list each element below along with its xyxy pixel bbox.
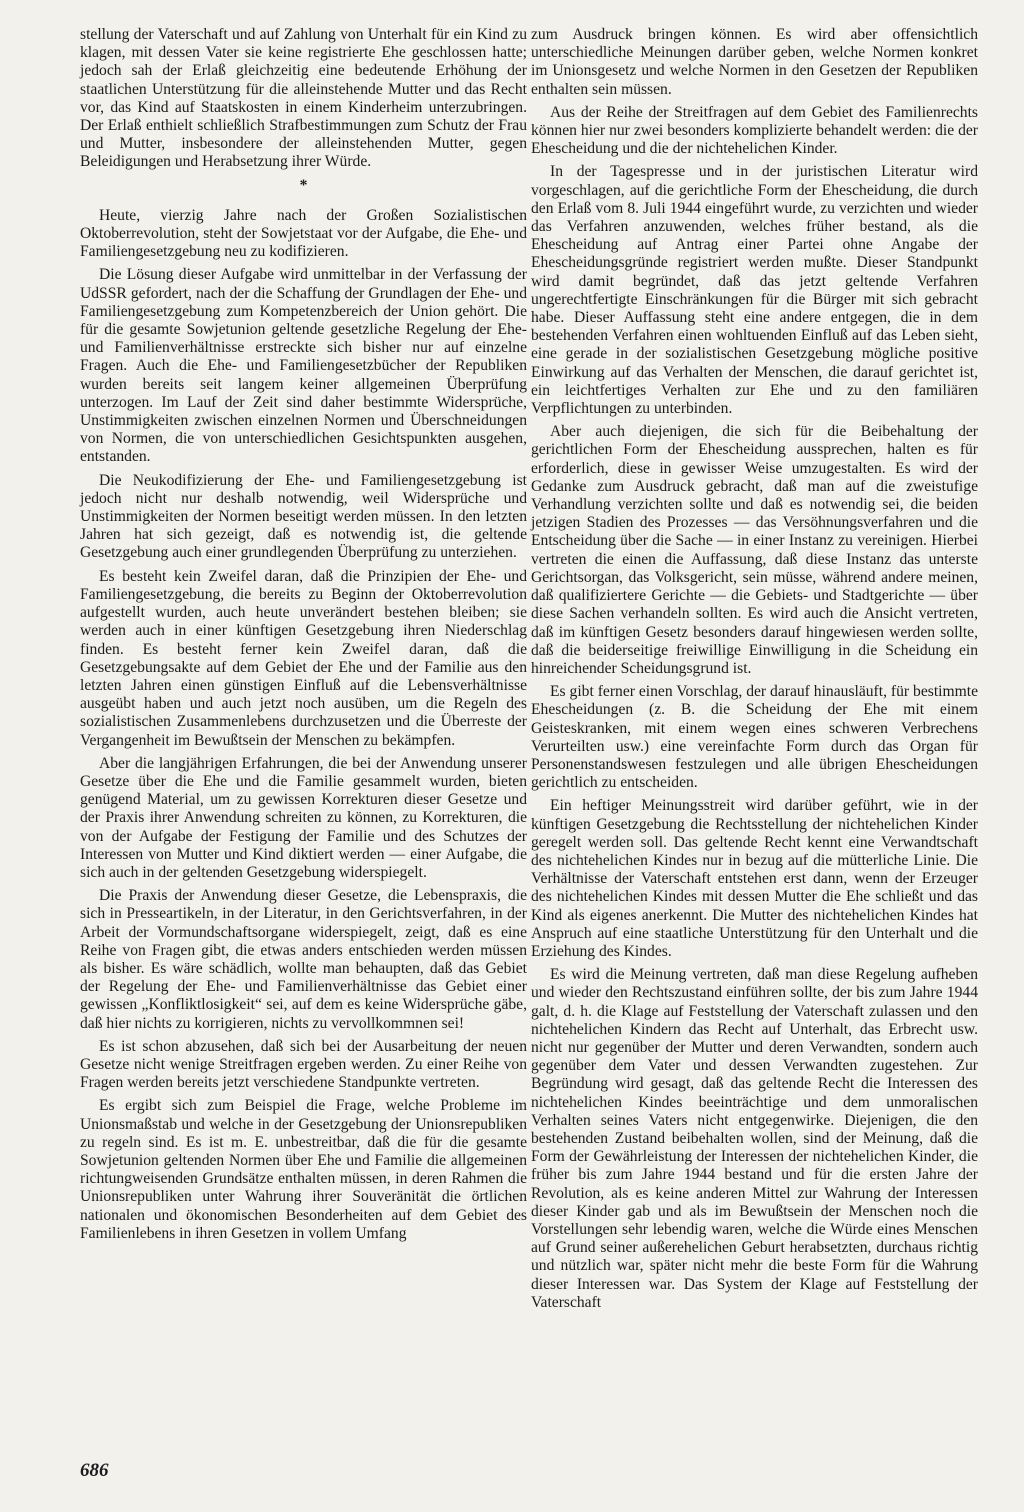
paragraph: Es besteht kein Zweifel daran, daß die Prinzipien der Ehe- und Familiengesetzgebung, die bereits zu Beginn der Oktoberrevolution aufgestellt wurden, auch heute unverändert bestehen bleiben; sie werden auch in einer künftigen Gesetzgebung ihren Niederschlag finden. Es besteht ferner kein Zweifel daran, daß die Gesetzgebungsakte auf dem Gebiet der Ehe und der Familie aus den letzten Jahren einen günstigen Einfluß auf die Lebensverhältnisse ausgeübt haben und auch jetzt noch ausüben, um die Regeln des sozialistischen Zusammenlebens durchzusetzen und die Überreste der Vergangenheit im Bewußtsein der Menschen zu bekämpfen. xyxy=(80,567,527,749)
paragraph: Aber die langjährigen Erfahrungen, die bei der Anwendung unserer Gesetze über die Ehe und die Familie gesammelt wurden, bieten genügend Material, um zu gewissen Korrekturen dieser Gesetze und der Praxis ihrer Anwendung schreiten zu können, zu Korrekturen, die von der Aufgabe der Festigung der Familie und des Schutzes der Interessen von Mutter und Kind diktiert werden — einer Aufgabe, die sich auch in der geltenden Gesetzgebung widerspiegelt. xyxy=(80,754,527,881)
left-column xyxy=(80,26,527,1248)
paragraph: Es wird die Meinung vertreten, daß man diese Regelung aufheben und wieder den Rechtszustand einführen sollte, der bis zum Jahre 1944 galt, d. h. die Klage auf Feststellung der Vaterschaft zulassen und den nichtehelichen Kindern das Recht auf Unterhalt, das Erbrecht usw. nicht nur gegenüber der Mutter und deren Verwandten, sondern auch gegenüber dem Vater und dessen Verwandten zugestehen. Zur Begründung wird gesagt, daß das geltende Recht die Interessen des nichtehelichen Kindes beeinträchtige und dem unmoralischen Verhalten seines Vaters nicht entgegenwirke. Diejenigen, die den bestehenden Zustand beibehalten wollen, sind der Meinung, daß die Form der Gewährleistung der Interessen der nichtehelichen Kinder, die früher bis zum Jahre 1944 bestand und für die ersten Jahre der Revolution, als es keine anderen Mittel zur Wahrung der Interessen dieser Kinder gab und als im Bewußtsein der Menschen noch die Vorstellungen sehr lebendig waren, welche die Würde eines Menschen auf Grund seiner außerehelichen Geburt herabsetzten, durchaus richtig und nützlich war, später nicht mehr die beste Form für die Wahrung dieser Interessen war. Das System der Klage auf Feststellung der Vaterschaft xyxy=(531,966,978,1311)
paragraph: Die Praxis der Anwendung dieser Gesetze, die Lebenspraxis, die sich in Presseartikeln, in der Literatur, in den Gerichtsverfahren, in der Arbeit der Vormundschaftsorgane widerspiegelt, zeigt, daß es eine Reihe von Fragen gibt, die etwas anders entschieden werden müssen als bisher. Es wäre schädlich, wollte man behaupten, daß das Gebiet der Regelung der Ehe- und Familienverhältnisse das Gebiet einer gewissen „Konfliktlosigkeit“ sei, auf dem es keine Widersprüche gäbe, daß hier nichts zu korrigieren, nichts zu vervollkommnen sei! xyxy=(80,887,527,1032)
paragraph: Es gibt ferner einen Vorschlag, der darauf hinausläuft, für bestimmte Ehescheidungen (z. B. die Scheidung der Ehe mit einem Geisteskranken, mit einem wegen eines schweren Verbrechens Verurteilten usw.) eine vereinfachte Form durch das Organ für Personenstandswesen festzulegen und alle übrigen Ehescheidungen gerichtlich zu entscheiden. xyxy=(531,683,978,792)
paragraph: Die Neukodifizierung der Ehe- und Familiengesetzgebung ist jedoch nicht nur deshalb notwendig, weil Widersprüche und Unstimmigkeiten der Normen beseitigt werden müssen. In den letzten Jahren hat sich gezeigt, daß es notwendig ist, die geltende Gesetzgebung auch einer grundlegenden Überprüfung zu unterziehen. xyxy=(80,471,527,562)
page-number: 686 xyxy=(80,1460,109,1481)
right-column xyxy=(531,26,978,1317)
paragraph: Ein heftiger Meinungsstreit wird darüber geführt, wie in der künftigen Gesetzgebung die Rechtsstellung der nichtehelichen Kinder geregelt werden soll. Das geltende Recht kennt eine Verwandtschaft des nichtehelichen Kindes nur in bezug auf die mütterliche Linie. Die Verhältnisse der Vaterschaft entstehen erst dann, wenn der Erzeuger des nichtehelichen Kindes mit dessen Mutter die Ehe schließt und das Kind als eigenes anerkennt. Die Mutter des nichtehelichen Kindes hat Anspruch auf eine staatliche Unterstützung für den Unterhalt und die Erziehung des Kindes. xyxy=(531,797,978,960)
paragraph: Aus der Reihe der Streitfragen auf dem Gebiet des Familienrechts können hier nur zwei besonders komplizierte behandelt werden: die der Ehescheidung und die der nichtehelichen Kinder. xyxy=(531,103,978,158)
paragraph: Es ergibt sich zum Beispiel die Frage, welche Probleme im Unionsmaßstab und welche in der Gesetzgebung der Unionsrepubliken zu regeln sind. Es ist m. E. unbestreitbar, daß die für die gesamte Sowjetunion geltenden Normen über Ehe und Familie die allgemeinen richtungweisenden Grundsätze enthalten müssen, in deren Rahmen die Unionsrepubliken unter Wahrung ihrer Souveränität die örtlichen nationalen und ökonomischen Besonderheiten auf dem Gebiet des Familienlebens in ihren Gesetzen in vollem Umfang xyxy=(80,1097,527,1242)
section-separator: * xyxy=(299,176,308,194)
paragraph: Heute, vierzig Jahre nach der Großen Sozialistischen Oktoberrevolution, steht der Sowjetstaat vor der Aufgabe, die Ehe- und Familiengesetzgebung neu zu kodifizieren. xyxy=(80,206,527,261)
paragraph: Die Lösung dieser Aufgabe wird unmittelbar in der Verfassung der UdSSR gefordert, nach der die Schaffung der Grundlagen der Ehe- und Familiengesetzgebung zum Kompetenzbereich der Union gehört. Die für die gesamte Sowjetunion geltende gesetzliche Regelung der Ehe- und Familienverhältnisse erstreckte sich bisher nur auf einzelne Fragen. Auch die Ehe- und Familiengesetzbücher der Republiken wurden bereits seit langem keiner allgemeinen Überprüfung unterzogen. Im Lauf der Zeit sind daher bestimmte Widersprüche, Unstimmigkeiten zwischen einzelnen Normen und Überschneidungen von Normen, die von unterschiedlichen Gesichtspunkten ausgehen, entstanden. xyxy=(80,266,527,466)
paragraph: Es ist schon abzusehen, daß sich bei der Ausarbeitung der neuen Gesetze nicht wenige Streitfragen ergeben werden. Zu einer Reihe von Fragen werden bereits jetzt verschiedene Standpunkte vertreten. xyxy=(80,1037,527,1092)
paragraph: stellung der Vaterschaft und auf Zahlung von Unterhalt für ein Kind zu klagen, mit dessen Vater sie keine registrierte Ehe geschlossen hatte; jedoch sah der Erlaß gleichzeitig eine bedeutende Erhöhung der staatlichen Unterstützung für die alleinstehende Mutter und das Recht vor, das Kind auf Staatskosten in einem Kinderheim unterzubringen. Der Erlaß enthielt schließlich Strafbestimmungen zum Schutz der Frau und Mutter, insbesondere der alleinstehenden Mutter, gegen Beleidigungen und Herabsetzung ihrer Würde. xyxy=(80,26,527,171)
paragraph: zum Ausdruck bringen können. Es wird aber offensichtlich unterschiedliche Meinungen darüber geben, welche Normen konkret im Unionsgesetz und welche Normen in den Gesetzen der Republiken enthalten sein müssen. xyxy=(531,26,978,98)
paragraph: Aber auch diejenigen, die sich für die Beibehaltung der gerichtlichen Form der Ehescheidung aussprechen, halten es für erforderlich, diese in gewisser Weise umzugestalten. Es wird der Gedanke zum Ausdruck gebracht, daß man auf die zweistufige Verhandlung verzichten sollte und daß es notwendig sei, die beiden jetzigen Stadien des Prozesses — das Versöhnungsverfahren und die Entscheidung über die Sache — in einer Instanz zu vereinigen. Hierbei vertreten die einen die Auffassung, daß diese Instanz das unterste Gerichtsorgan, das Volksgericht, sein müsse, während andere meinen, daß qualifiziertere Gerichte — die Gebiets- und Stadtgerichte — über diese Sachen verhandeln sollten. Es wird auch die Ansicht vertreten, daß im künftigen Gesetz besonders darauf hingewiesen werden sollte, daß die beiderseitige freiwillige Einwilligung in die Scheidung ein hinreichender Scheidungsgrund ist. xyxy=(531,423,978,677)
paragraph: In der Tagespresse und in der juristischen Literatur wird vorgeschlagen, auf die gerichtliche Form der Ehescheidung, die durch den Erlaß vom 8. Juli 1944 eingeführt wurde, zu verzichten und wieder das Verfahren anzuwenden, welches früher bestand, als die Ehescheidung auf Antrag einer Partei ohne Angabe der Ehescheidungsgründe registriert werden mußte. Dieser Standpunkt wird damit begründet, daß das jetzt geltende Verfahren ungerechtfertigte Einschränkungen für die Bürger mit sich gebracht habe. Dieser Auffassung steht eine andere entgegen, die in dem bestehenden Verfahren einen wohltuenden Einfluß auf das Leben sieht, eine gerade in der sozialistischen Gesetzgebung mögliche positive Einwirkung auf das Verhalten der Menschen, die darauf gerichtet ist, ein leichtfertiges Verhalten zur Ehe und zu den familiären Verpflichtungen zu unterbinden. xyxy=(531,163,978,418)
